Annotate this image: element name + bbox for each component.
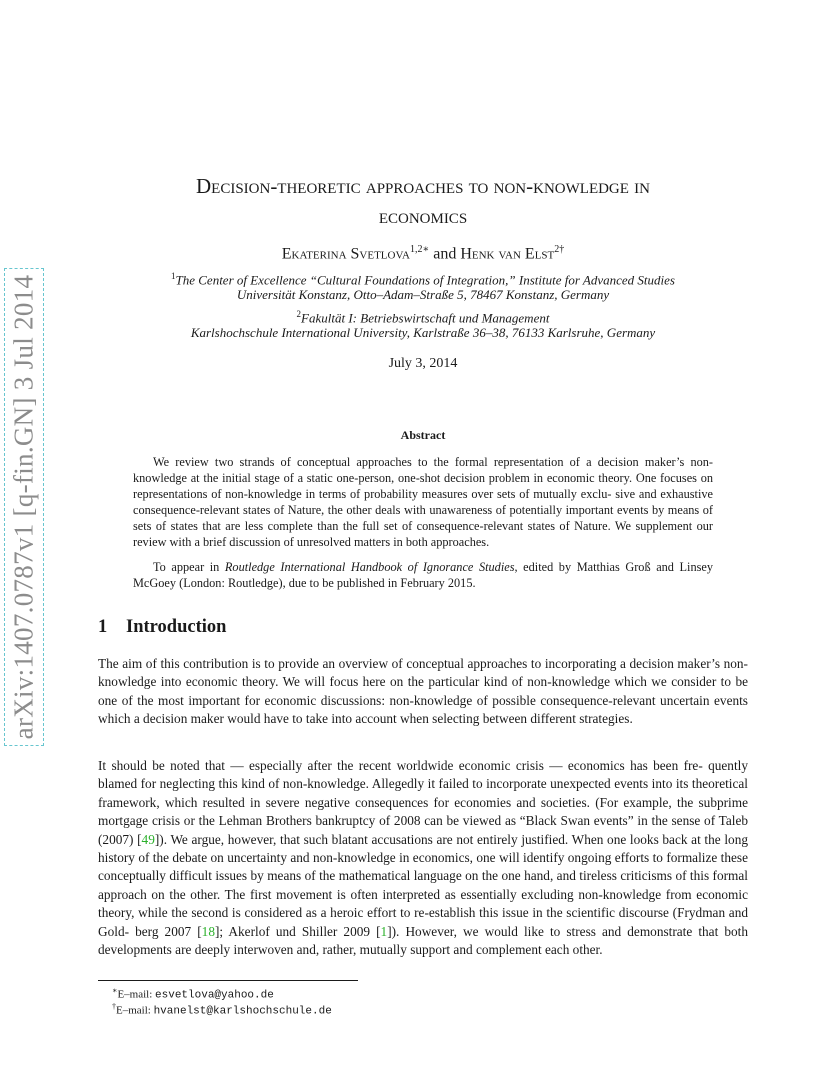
affiliation-2-line-2: Karlshochschule International University, Karlstraße 36–38, 76133 Karlsruhe, Germany	[190, 325, 656, 340]
footnote-rule	[98, 980, 358, 981]
body-paragraph: The aim of this contribution is to provide an overview of conceptual approaches to incorporating a decision maker’s non-knowledge into economic theory. We will focus here on the particular kind of non-knowledge which we consider to be one of the most important for economic discussions: non-knowledge of possible consequence-relevant uncertain events which a decision maker would have to take into account when selecting between different strategies.	[98, 656, 748, 727]
title-line-2: economics	[378, 204, 468, 228]
author-list	[100, 244, 746, 263]
paragraph-text: ]; Akerlof und Shiller 2009 [	[214, 923, 381, 939]
author-name-2: Henk van Elst	[460, 245, 555, 263]
affiliation-1-line-2: Universität Konstanz, Otto–Adam–Straße 5, 78467 Konstanz, Germany	[236, 287, 610, 302]
section-title: Introduction	[126, 617, 227, 637]
citation-link[interactable]: 18	[201, 923, 215, 939]
paper-title	[100, 171, 746, 231]
footnote-label: E–mail:	[116, 1004, 154, 1017]
affiliation-2-mark: 2	[296, 309, 302, 319]
paragraph-text: ]). We argue, however, that such blatant accusations are not entirely justified. When one looks back at the long history of the debate on uncertainty and non-knowledge in economics, one will identify ongoing efforts to formalize these conceptually difficult issues by means of the mathematical language on the one hand, and tireless criticisms of this formal approach on the other. The first movement is often interpreted as essentially excluding non-knowledge from economic theory, while the second is considered as a heroic effort to re-establish this issue in the scientific discourse (Frydman and Gold- berg 2007 [	[98, 831, 748, 939]
paragraph-text: It should be noted that — especially after the recent worldwide economic crisis — economics has been fre- quently blamed for neglecting this kind of non-knowledge. Allegedly it failed to incorporate unexpected events into its theoretical framework, which resulted in severe negative consequences for economies and societies. (For example, the subprime mortgage crisis or the Lehman Brothers bankruptcy of 2008 can be viewed as “Black Swan events” in the sense of Taleb (2007) [	[98, 758, 748, 847]
author-1-affiliation-marks: 1,2∗	[409, 244, 430, 255]
affiliation-1-name: The Center of Excellence “Cultural Foundations of Integration,” Institute for Advanced Studies	[175, 272, 675, 288]
affiliation-1-mark: 1	[171, 271, 176, 281]
citation-link[interactable]: 1	[380, 923, 388, 939]
body-paragraph	[98, 757, 748, 959]
publication-note-suffix: , edited by Matthias Groß and Linsey McGoey (London: Routledge), due to be published in February 2015.	[133, 560, 714, 590]
affiliation-1-line-1	[100, 268, 746, 288]
footnote-label: E–mail:	[117, 988, 156, 1001]
paragraph-text: ]). However, we would like to stress and demonstrate that both developments are deeply interwoven and, rather, mutually support and complement each other.	[98, 923, 748, 958]
arxiv-identifier[interactable]: arXiv:1407.0787v1 [q-fin.GN] 3 Jul 2014	[8, 274, 39, 740]
publication-date: July 3, 2014	[388, 356, 458, 371]
footnote-2	[112, 1002, 332, 1018]
affiliation-2-name: Fakultät I: Betriebswirtschaft und Management	[301, 310, 550, 326]
footnote-mark: ∗	[112, 986, 118, 995]
title-line-1: Decision-theoretic approaches to non-knowledge in	[195, 174, 651, 198]
footnote-1	[112, 986, 274, 1002]
author-name-1: Ekaterina Svetlova	[281, 245, 410, 263]
handbook-title: Routledge International Handbook of Ignorance Studies	[224, 560, 515, 574]
citation-link[interactable]: 49	[141, 831, 155, 847]
abstract-publication-note	[133, 559, 713, 591]
section-number: 1	[98, 617, 108, 637]
arxiv-stamp	[4, 268, 44, 746]
abstract-heading: Abstract	[400, 428, 446, 442]
author-2-affiliation-marks: 2†	[554, 244, 565, 255]
email-address[interactable]: hvanelst@karlshochschule.de	[153, 1005, 332, 1018]
abstract-paragraph: We review two strands of conceptual approaches to the formal representation of a decision maker’s non-knowledge at the initial stage of a static one-person, one-shot decision problem in economic theory. One focuses on representations of non-knowledge in terms of probability measures over sets of mutually exclu- sive and exhaustive consequence-relevant states of Nature, the other deals with unawareness of potentially important events by means of sets of states that are less complete than the full set of consequence-relevant states of Nature. We supplement our review with a brief discussion of unresolved matters in both approaches.	[133, 455, 713, 549]
author-conjunction: and	[433, 245, 457, 263]
publication-note-prefix: To appear in	[153, 560, 225, 574]
affiliation-2-line-1	[100, 306, 746, 326]
section-heading	[98, 617, 226, 638]
footnote-mark: †	[112, 1002, 116, 1011]
email-address[interactable]: esvetlova@yahoo.de	[155, 989, 274, 1002]
